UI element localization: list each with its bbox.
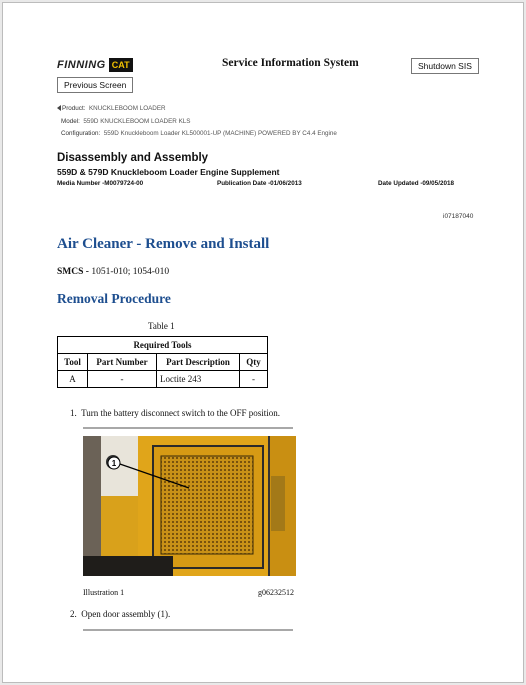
table-cell: - <box>88 371 157 388</box>
step-text: Turn the battery disconnect switch to the OFF position. <box>81 408 280 418</box>
configuration-line: Configuration: 559D Knuckleboom Loader KL500001-UP (MACHINE) POWERED BY C4.4 Engine <box>61 130 337 137</box>
table-cell: Loctite 243 <box>157 371 240 388</box>
document-id: i07187040 <box>443 213 474 220</box>
column-header: Qty <box>240 354 268 371</box>
table-caption: Table 1 <box>148 321 175 331</box>
publication-date: Publication Date -01/06/2013 <box>217 180 302 187</box>
procedure-heading: Removal Procedure <box>57 291 171 306</box>
model-line: Model: 559D KNUCKLEBOOM LOADER KLS <box>61 118 191 125</box>
model-value: 559D KNUCKLEBOOM LOADER KLS <box>83 118 191 125</box>
illustration-graphic <box>83 436 296 576</box>
divider <box>83 629 293 631</box>
finning-cat-logo <box>57 57 133 73</box>
table-row <box>58 371 268 388</box>
page-title: Air Cleaner - Remove and Install <box>57 236 270 252</box>
smcs-label: SMCS - <box>57 267 89 277</box>
finning-wordmark: FINNING <box>57 59 106 71</box>
smcs-codes: 1051-010; 1054-010 <box>91 267 170 277</box>
table-cell: A <box>58 371 88 388</box>
date-updated: Date Updated -09/05/2018 <box>378 180 454 187</box>
product-line: Product: KNUCKLEBOOM LOADER <box>57 105 166 112</box>
document-subtitle: 559D & 579D Knuckleboom Loader Engine Supplement <box>57 167 280 177</box>
step-number: 2. <box>70 609 77 619</box>
section-heading: Disassembly and Assembly <box>57 152 209 164</box>
graphic-id: g06232512 <box>258 588 294 597</box>
step-text: Open door assembly (1). <box>81 609 171 619</box>
column-header: Part Number <box>88 354 157 371</box>
air-cleaner-door-photo <box>83 436 296 576</box>
shutdown-sis-button[interactable]: Shutdown SIS <box>411 58 479 74</box>
previous-screen-button[interactable]: Previous Screen <box>57 77 133 93</box>
table-header-row <box>58 354 268 371</box>
divider <box>83 427 293 429</box>
required-tools-table <box>57 336 268 388</box>
illustration-caption: Illustration 1 <box>83 588 125 597</box>
system-title: Service Information System <box>222 57 359 69</box>
document-page <box>2 2 524 683</box>
collapse-arrow-icon[interactable] <box>57 105 61 111</box>
step-number: 1. <box>70 408 77 418</box>
media-number: Media Number -M0079724-00 <box>57 180 144 187</box>
callout-number: 1 <box>111 459 117 468</box>
configuration-value: 559D Knuckleboom Loader KL500001-UP (MACHINE) POWERED BY C4.4 Engine <box>103 130 337 137</box>
step-1 <box>70 408 280 418</box>
product-value: KNUCKLEBOOM LOADER <box>88 105 166 112</box>
cat-badge: CAT <box>109 58 133 72</box>
table-cell: - <box>240 371 268 388</box>
smcs-line <box>57 267 169 277</box>
column-header: Part Description <box>157 354 240 371</box>
column-header: Tool <box>58 354 88 371</box>
table-title: Required Tools <box>58 337 268 354</box>
step-2 <box>70 609 170 619</box>
